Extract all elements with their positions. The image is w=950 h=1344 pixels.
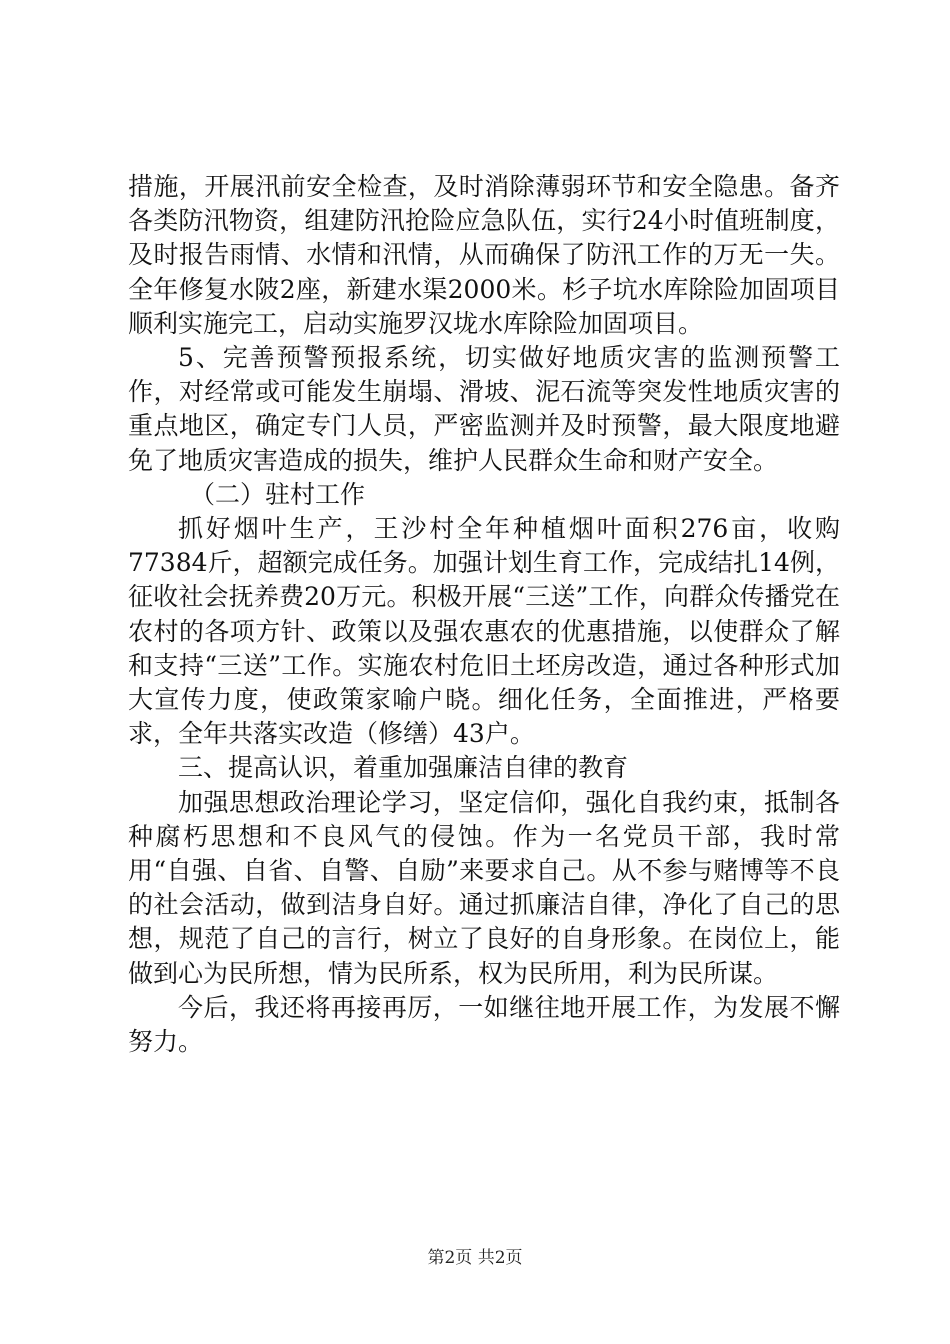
paragraph-flood-control: 措施，开展汛前安全检查，及时消除薄弱环节和安全隐患。备齐各类防汛物资，组建防汛抢险应急队伍，实行24小时值班制度，及时报告雨情、水情和汛情，从而确保了防汛工作的万无一失。全年修复水陂2座，新建水渠2000米。杉子坑水库除险加固项目顺利实施完工，启动实施罗汉垅水库除险加固项目。: [128, 172, 840, 338]
paragraph-village-work: 抓好烟叶生产，王沙村全年种植烟叶面积276亩，收购77384斤，超额完成任务。加强计划生育工作，完成结扎14例，征收社会抚养费20万元。积极开展“三送”工作，向群众传播党在农村的各项方针、政策以及强农惠农的优惠措施，以使群众了解和支持“三送”工作。实施农村危旧土坯房改造，通过各种形式加大宣传力度，使政策家喻户晓。细化任务，全面推进，严格要求，全年共落实改造（修缮）43户。: [128, 514, 840, 749]
page-indicator: 第2页 共2页: [427, 1248, 523, 1268]
paragraph-conclusion: 今后，我还将再接再厉，一如继往地开展工作，为发展不懈努力。: [128, 992, 840, 1057]
paragraph-integrity: 加强思想政治理论学习，坚定信仰，强化自我约束，抵制各种腐朽思想和不良风气的侵蚀。作为一名党员干部，我时常用“自强、自省、自警、自励”来要求自己。从不参与赌博等不良的社会活动，做到洁身自好。通过抓廉洁自律，净化了自己的思想，规范了自己的言行，树立了良好的自身形象。在岗位上，能做到心为民所想，情为民所系，权为民所用，利为民所谋。: [128, 787, 840, 988]
document-body: [128, 170, 840, 1059]
section-heading-integrity: 三、提高认识，着重加强廉洁自律的教育: [178, 753, 629, 783]
page-footer: [0, 1243, 950, 1268]
section-heading-village-work: （二）驻村工作: [190, 479, 366, 509]
paragraph-geological-warning: 5、完善预警预报系统，切实做好地质灾害的监测预警工作，对经常或可能发生崩塌、滑坡、泥石流等突发性地质灾害的重点地区，确定专门人员，严密监测并及时预警，最大限度地避免了地质灾害造成的损失，维护人民群众生命和财产安全。: [128, 343, 840, 475]
